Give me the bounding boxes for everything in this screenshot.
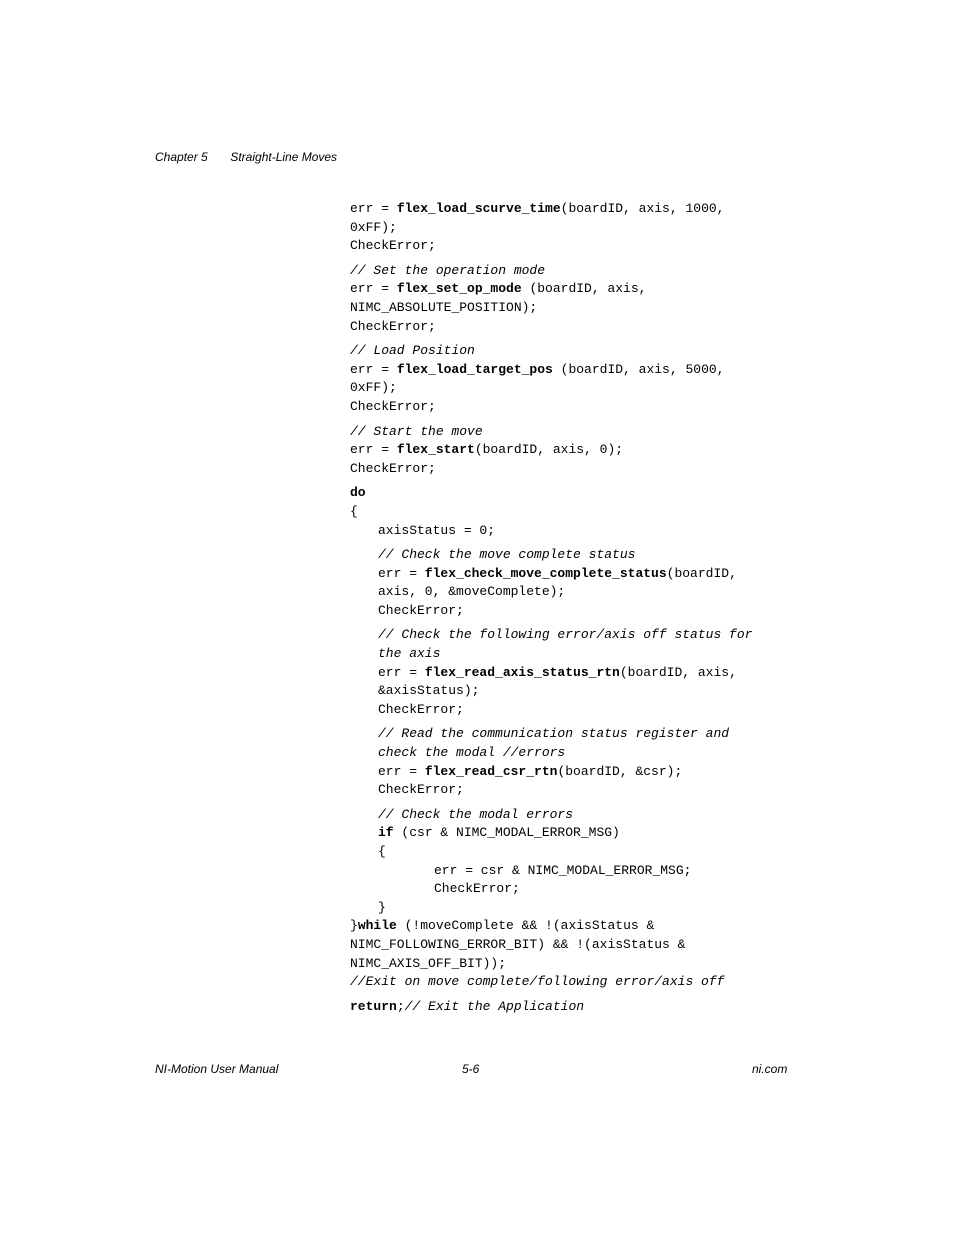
- function-name: flex_read_csr_rtn: [424, 763, 558, 779]
- chapter-number: Chapter 5: [155, 150, 208, 164]
- keyword-while: while: [357, 918, 397, 934]
- code-listing: [350, 200, 800, 1016]
- code-line: 0xFF);: [350, 219, 397, 235]
- code-line: err = flex_load_scurve_time(boardID, axis, 1000,: [350, 201, 725, 216]
- code-comment: the axis: [378, 646, 441, 662]
- function-name: flex_read_axis_status_rtn: [424, 664, 620, 680]
- code-line: CheckError;: [378, 782, 464, 798]
- code-line: CheckError;: [350, 238, 436, 254]
- function-name: flex_load_scurve_time: [396, 201, 561, 216]
- code-line: &axisStatus);: [378, 683, 480, 699]
- code-comment: check the modal //errors: [378, 745, 566, 761]
- code-line: {: [378, 844, 386, 859]
- keyword-if: if: [378, 825, 394, 841]
- keyword-do: do: [350, 485, 366, 501]
- footer-website: ni.com: [752, 1062, 788, 1076]
- code-comment: // Load Position: [350, 343, 475, 359]
- code-line: NIMC_AXIS_OFF_BIT));: [350, 955, 507, 971]
- code-line: err = flex_check_move_complete_status(boardID,: [378, 565, 737, 581]
- code-line: return;// Exit the Application: [350, 998, 585, 1014]
- code-line: CheckError;: [350, 460, 436, 476]
- function-name: flex_check_move_complete_status: [424, 565, 667, 581]
- code-line: err = flex_read_axis_status_rtn(boardID, axis,: [378, 664, 737, 680]
- code-line: NIMC_FOLLOWING_ERROR_BIT) && !(axisStatus &: [350, 936, 686, 952]
- code-comment: // Check the following error/axis off status for: [378, 627, 753, 643]
- code-line: err = flex_load_target_pos (boardID, axis, 5000,: [350, 361, 725, 377]
- code-line: CheckError;: [378, 701, 464, 717]
- code-comment: // Read the communication status register and: [378, 726, 730, 742]
- code-comment: // Check the modal errors: [378, 806, 574, 822]
- code-line: {: [350, 503, 358, 519]
- page-header: [155, 150, 337, 164]
- code-line: err = flex_read_csr_rtn(boardID, &csr);: [378, 763, 683, 779]
- code-line: }: [378, 899, 386, 915]
- footer-page-number: 5-6: [462, 1062, 480, 1076]
- function-name: flex_start: [396, 442, 475, 458]
- code-comment: //Exit on move complete/following error/axis off: [350, 974, 725, 990]
- code-line: }while (!moveComplete && !(axisStatus &: [350, 918, 655, 934]
- code-line: 0xFF);: [350, 380, 397, 396]
- function-name: flex_load_target_pos: [396, 361, 553, 377]
- function-name: flex_set_op_mode: [396, 281, 522, 297]
- code-line: err = csr & NIMC_MODAL_ERROR_MSG;: [434, 862, 692, 878]
- code-line: if (csr & NIMC_MODAL_ERROR_MSG): [378, 825, 620, 841]
- code-line: err = flex_set_op_mode (boardID, axis,: [350, 281, 647, 297]
- code-line: CheckError;: [378, 602, 464, 618]
- code-line: axisStatus = 0;: [378, 522, 496, 538]
- code-line: err = flex_start(boardID, axis, 0);: [350, 442, 624, 458]
- code-line: CheckError;: [350, 318, 436, 334]
- code-line: CheckError;: [434, 881, 520, 897]
- code-comment: // Exit the Application: [404, 998, 585, 1014]
- code-line: axis, 0, &moveComplete);: [378, 584, 566, 600]
- code-comment: // Set the operation mode: [350, 262, 546, 278]
- code-line: NIMC_ABSOLUTE_POSITION);: [350, 299, 538, 315]
- keyword-return: return: [350, 998, 397, 1014]
- chapter-title: Straight-Line Moves: [230, 150, 338, 164]
- footer-manual-title: NI-Motion User Manual: [155, 1062, 279, 1076]
- code-comment: // Check the move complete status: [378, 547, 636, 563]
- code-line: CheckError;: [350, 398, 436, 414]
- code-comment: // Start the move: [350, 423, 483, 439]
